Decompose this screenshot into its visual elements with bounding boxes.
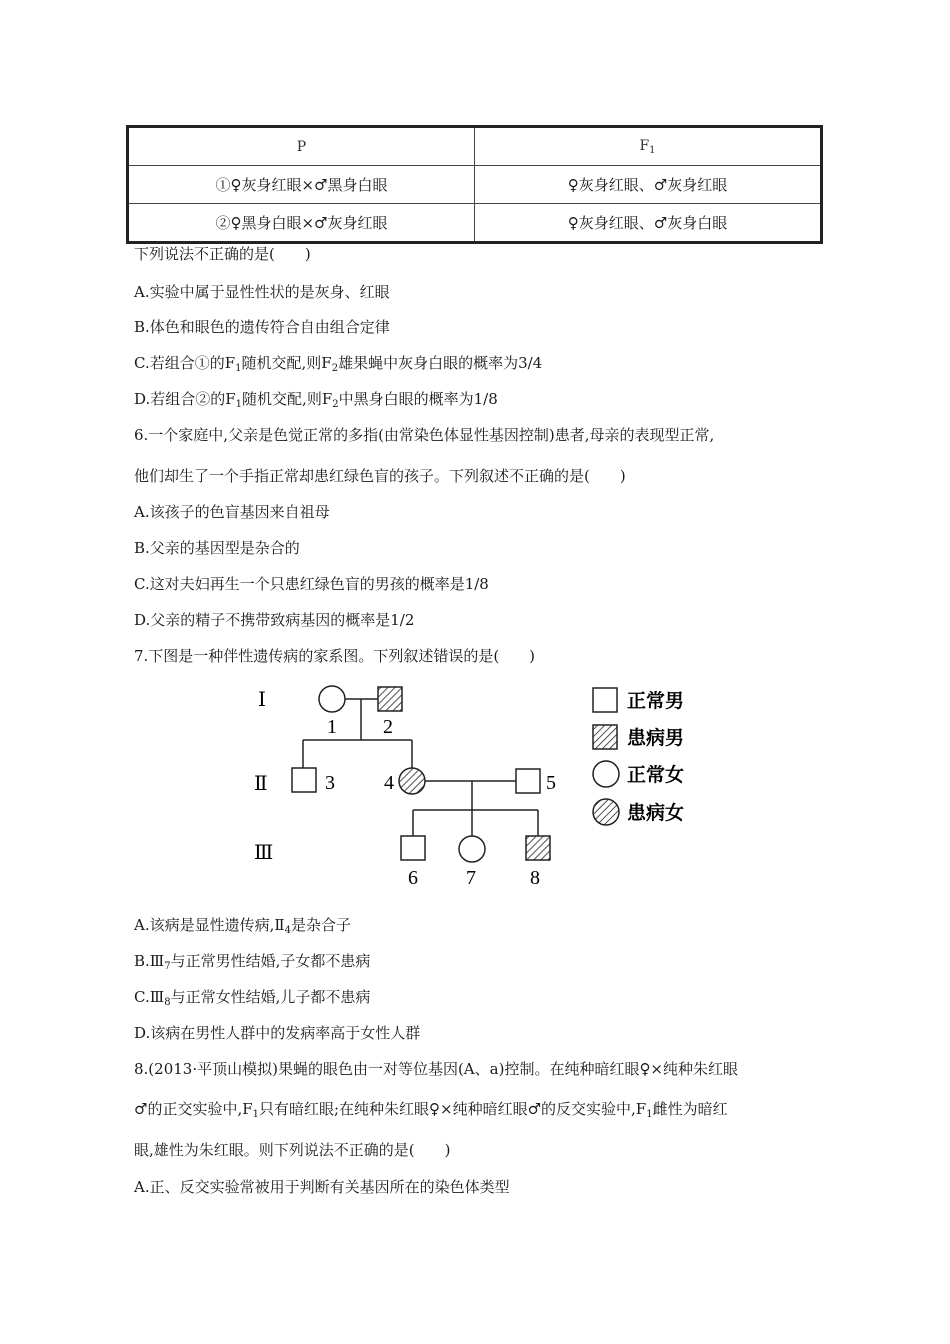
legend-affected-female-icon (593, 799, 619, 825)
legend-normal-male-label: 正常男 (627, 691, 685, 712)
table-row (128, 204, 822, 243)
individual-number-7: 7 (466, 867, 476, 889)
q6-option-c: C.这对夫妇再生一个只患红绿色盲的男孩的概率是1/8 (134, 575, 489, 593)
individual-I2-affected-male (378, 687, 402, 711)
individual-number-1: 1 (327, 716, 337, 738)
generation-label-2: Ⅱ (254, 773, 268, 795)
q7-option-d: D.该病在男性人群中的发病率高于女性人群 (134, 1024, 421, 1042)
table-header-row (128, 127, 822, 166)
individual-III6-normal-male (401, 836, 425, 860)
row1-f1: ♀灰身红眼、♂灰身红眼 (475, 166, 822, 204)
pedigree-diagram (240, 670, 710, 890)
row2-f1: ♀灰身红眼、♂灰身白眼 (475, 204, 822, 243)
q6-stem-line2: 他们却生了一个手指正常却患红绿色盲的孩子。下列叙述不正确的是( ) (134, 467, 626, 485)
individual-III7-normal-female (459, 836, 485, 862)
individual-number-3: 3 (325, 772, 335, 794)
q6-option-d: D.父亲的精子不携带致病基因的概率是1/2 (134, 611, 415, 629)
individual-III8-affected-male (526, 836, 550, 860)
generation-label-1: Ⅰ (258, 689, 266, 711)
legend-affected-female-label: 患病女 (627, 803, 685, 824)
q5-option-c: C.若组合①的$F_1$随机交配,则$F_2$雄果蝇中灰身白眼的概率为3/4 (134, 354, 543, 374)
q7-option-b: $B.Ⅲ_7$与正常男性结婚,子女都不患病 (134, 952, 371, 972)
q8-option-a: A.正、反交实验常被用于判断有关基因所在的染色体类型 (134, 1178, 510, 1196)
legend-affected-male-icon (593, 725, 617, 749)
header-p: P (128, 127, 475, 166)
q7-option-c: $C.Ⅲ_8$与正常女性结婚,儿子都不患病 (134, 988, 371, 1008)
q6-option-b: B.父亲的基因型是杂合的 (134, 539, 300, 557)
legend-normal-male-icon (593, 688, 617, 712)
legend-affected-male-label: 患病男 (627, 728, 685, 749)
cross-result-table (126, 125, 823, 244)
individual-number-4: 4 (384, 772, 394, 794)
individual-I1-normal-female (319, 686, 345, 712)
legend-normal-female-label: 正常女 (627, 765, 685, 786)
q8-stem-line3: 眼,雄性为朱红眼。则下列说法不正确的是( ) (134, 1141, 451, 1159)
q8-stem-line2: ♂的正交实验中$,F_1$只有暗红眼;在纯种朱红眼♀×纯种暗红眼♂的反交实验中$,F_1$雌性为暗红 (134, 1100, 728, 1120)
q5-option-d: D.若组合②的$F_1$随机交配,则$F_2$中黑身白眼的概率为1/8 (134, 390, 498, 410)
individual-number-5: 5 (546, 772, 556, 794)
row1-p: ①♀灰身红眼×♂黑身白眼 (128, 166, 475, 204)
q7-stem: 7.下图是一种伴性遗传病的家系图。下列叙述错误的是( ) (134, 647, 536, 665)
row2-p: ②♀黑身白眼×♂灰身红眼 (128, 204, 475, 243)
q8-stem-line1: 8.(2013·平顶山模拟)果蝇的眼色由一对等位基因(A、a)控制。在纯种暗红眼♀×纯种朱红眼 (134, 1060, 738, 1078)
individual-number-2: 2 (383, 716, 393, 738)
q6-stem-line1: 6.一个家庭中,父亲是色觉正常的多指(由常染色体显性基因控制)患者,母亲的表现型正常, (134, 426, 715, 444)
table-row (128, 166, 822, 204)
header-f1: $F_1$ (475, 127, 822, 166)
individual-II4-affected-female (399, 768, 425, 794)
generation-label-3: Ⅲ (254, 842, 274, 864)
individual-II5-normal-male (516, 769, 540, 793)
q5-option-a: A.实验中属于显性性状的是灰身、红眼 (134, 283, 390, 301)
q5-stem: 下列说法不正确的是( ) (134, 245, 311, 263)
individual-number-6: 6 (408, 867, 418, 889)
individual-II3-normal-male (292, 768, 316, 792)
q6-option-a: A.该孩子的色盲基因来自祖母 (134, 503, 330, 521)
q7-option-a: A.该病是显性遗传病$,Ⅱ_4$是杂合子 (134, 916, 351, 936)
individual-number-8: 8 (530, 867, 540, 889)
q5-option-b: B.体色和眼色的遗传符合自由组合定律 (134, 318, 390, 336)
legend-normal-female-icon (593, 761, 619, 787)
